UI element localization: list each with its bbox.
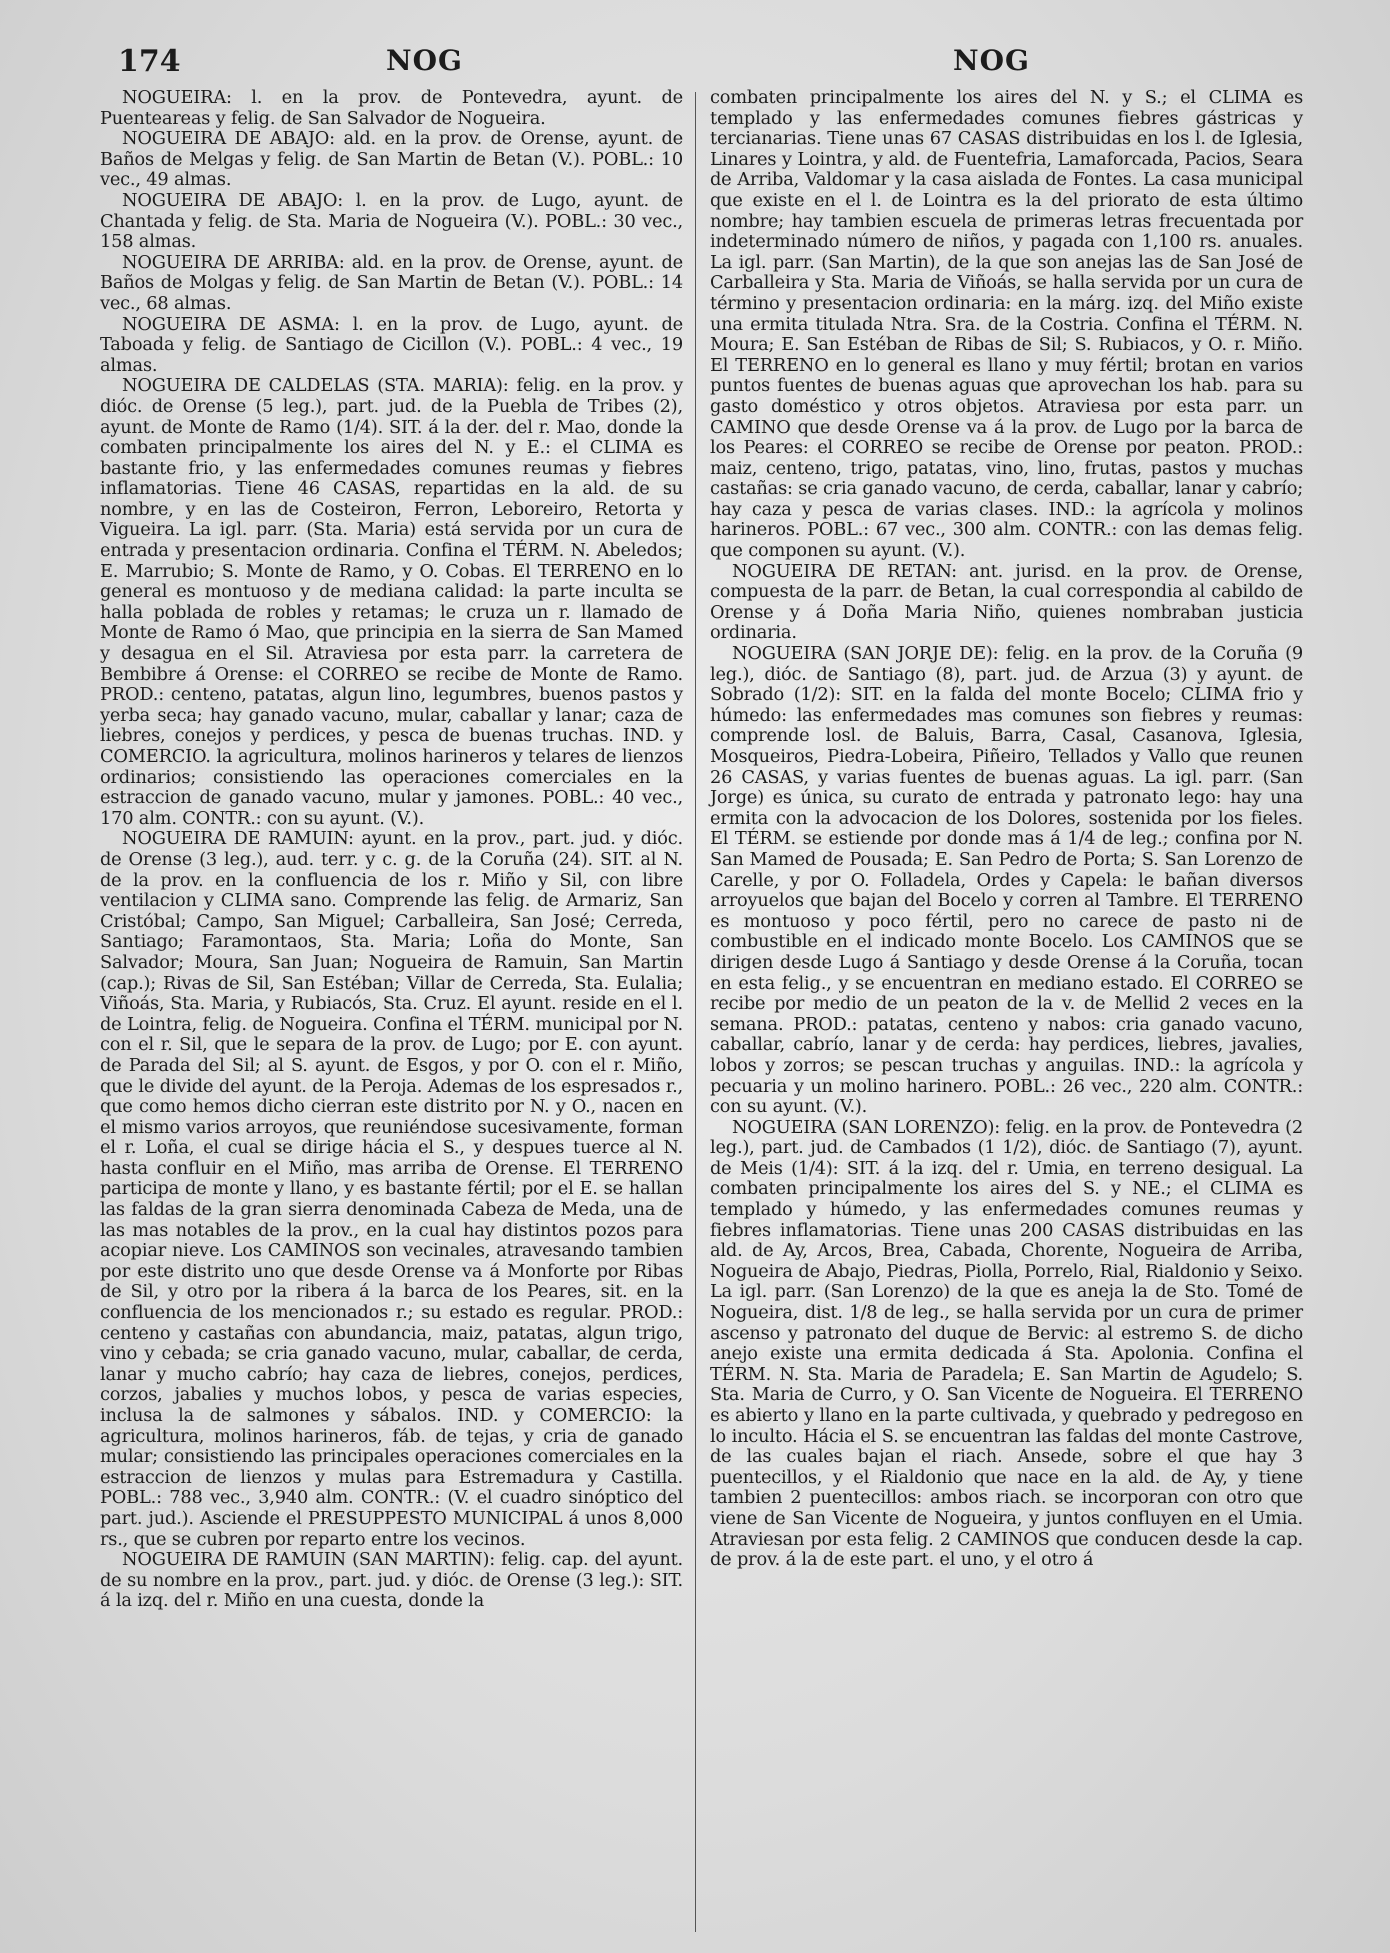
dictionary-entry: NOGUEIRA DE ARRIBA: ald. en la prov. de Orense, ayunt. de Baños de Molgas y felig. de San Martin de Betan (V.). POBL.: 14 vec., 68 almas.	[100, 251, 683, 314]
column-divider	[695, 92, 696, 1932]
dictionary-entry: NOGUEIRA (SAN JORJE DE): felig. en la prov. de la Coruña (9 leg.), dióc. de Santiago (8), part. jud. de Arzua (3) y ayunt. de Sobrado (1/2): SIT. en la falda del monte Bocelo; CLIMA frio y húmedo: las enfermedades mas comunes son fiebres y reumas: comprende losl. de Baluis, Barra, Casal, Casanova, Iglesia, Mosqueiros, Piedra-Lobeira, Piñeiro, Tellados y Vallo que reunen 26 CASAS, y varias fuentes de buenas aguas. La igl. parr. (San Jorge) es única, su curato de entrada y patronato lego: hay una ermita con la advocacion de los Dolores, sostenida por los fieles. El TÉRM. se estiende por donde mas á 1/4 de leg.; confina por N. San Mamed de Pousada; E. San Pedro de Porta; S. San Lorenzo de Carelle, y por O. Folladela, Ordes y Capela: le bañan diversos arroyuelos que bajan del Bocelo y corren al Tambre. El TERRENO es montuoso y poco fértil, pero no carece de pasto ni de combustible en el indicado monte Bocelo. Los CAMINOS que se dirigen desde Lugo á Santiago y desde Orense á la Coruña, tocan en esta felig., y se encuentran en mediano estado. El CORREO se recibe por medio de un peaton de la v. de Mellid 2 veces en la semana. PROD.: patatas, centeno y nabos: cria ganado vacuno, caballar, cabrío, lanar y de cerda: hay perdices, liebres, javalies, lobos y zorros; se pescan truchas y anguilas. IND.: la agrícola y pecuaria y un molino harinero. POBL.: 26 vec., 220 alm. CONTR.: con su ayunt. (V.).	[710, 643, 1303, 1118]
dictionary-entry: NOGUEIRA DE ASMA: l. en la prov. de Lugo, ayunt. de Taboada y felig. de Santiago de Cicillon (V.). POBL.: 4 vec., 19 almas.	[100, 313, 683, 376]
dictionary-entry: NOGUEIRA (SAN LORENZO): felig. en la prov. de Pontevedra (2 leg.), part. jud. de Cambados (1 1/2), dióc. de Santiago (7), ayunt. de Meis (1/4): SIT. á la izq. del r. Umia, en terreno desigual. La combaten principalmente los aires del S. y NE.; el CLIMA es templado y húmedo, y las enfermedades comunes reumas y fiebres inflamatorias. Tiene unas 200 CASAS distribuidas en las ald. de Ay, Arcos, Brea, Cabada, Chorente, Nogueira de Arriba, Nogueira de Abajo, Piedras, Piolla, Porrelo, Rial, Rialdonio y Seixo. La igl. parr. (San Lorenzo) de la que es aneja la de Sto. Tomé de Nogueira, dist. 1/8 de leg., se halla servida por un cura de primer ascenso y patronato del duque de Bervic: al estremo S. de dicho anejo existe una ermita dedicada á Sta. Apolonia. Confina el TÉRM. N. Sta. Maria de Paradela; E. San Martin de Agudelo; S. Sta. Maria de Curro, y O. San Vicente de Nogueira. El TERRENO es abierto y llano en la parte cultivada, y quebrado y pedregoso en lo inculto. Hácia el S. se encuentran las faldas del monte Castrove, de las cuales bajan el riach. Ansede, sobre el que hay 3 puentecillos, y el Rialdonio que nace en la ald. de Ay, y tiene tambien 2 puentecillos: ambos riach. se incorporan con otro que viene de San Vicente de Nogueira, y juntos confluyen en el Umia. Atraviesan por esta felig. 2 CAMINOS que conducen desde la cap. de prov. á la de este part. el uno, y el otro á	[710, 1116, 1303, 1571]
dictionary-entry: NOGUEIRA: l. en la prov. de Pontevedra, ayunt. de Puenteareas y felig. de San Salvador de Nogueira.	[100, 87, 683, 129]
left-running-head: NOG	[386, 44, 463, 77]
dictionary-entry: NOGUEIRA DE CALDELAS (STA. MARIA): felig. en la prov. y dióc. de Orense (5 leg.), part. jud. de la Puebla de Tribes (2), ayunt. de Monte de Ramo (1/4). SIT. á la der. del r. Mao, donde la combaten principalmente los aires del N. y E.: el CLIMA es bastante frio, y las enfermedades comunes reumas y fiebres inflamatorias. Tiene 46 CASAS, repartidas en la ald. de su nombre, y en las de Costeiron, Ferron, Leboreiro, Retorta y Vigueira. La igl. parr. (Sta. Maria) está servida por un cura de entrada y presentacion ordinaria. Confina el TÉRM. N. Abeledos; E. Marrubio; S. Monte de Ramo, y O. Cobas. El TERRENO en lo general es montuoso y de mediana calidad: la parte inculta se halla poblada de robles y retamas; le cruza un r. llamado de Monte de Ramo ó Mao, que principia en la sierra de San Mamed y desagua en el Sil. Atraviesa por esta parr. la carretera de Bembibre á Orense: el CORREO se recibe de Monte de Ramo. PROD.: centeno, patatas, algun lino, legumbres, buenos pastos y yerba seca; hay ganado vacuno, mular, caballar y lanar; caza de liebres, conejos y perdices, y pesca de buenas truchas. IND. y COMERCIO. la agricultura, molinos harineros y telares de lienzos ordinarios; consistiendo las operaciones comerciales en la estraccion de ganado vacuno, mular y jamones. POBL.: 40 vec., 170 alm. CONTR.: con su ayunt. (V.).	[100, 375, 683, 829]
right-running-head: NOG	[953, 44, 1030, 77]
dictionary-entry: NOGUEIRA DE RAMUIN: ayunt. en la prov., part. jud. y dióc. de Orense (3 leg.), aud. terr. y c. g. de la Coruña (24). SIT. al N. de la prov. en la confluencia de los r. Miño y Sil, con libre ventilacion y CLIMA sano. Comprende las felig. de Armariz, San Cristóbal; Campo, San Miguel; Carballeira, San José; Cerreda, Santiago; Faramontaos, Sta. Maria; Loña do Monte, San Salvador; Moura, San Juan; Nogueira de Ramuin, San Martin (cap.); Rivas de Sil, San Estéban; Villar de Cerreda, Sta. Eulalia; Viñoás, Sta. Maria, y Rubiacós, Sta. Cruz. El ayunt. reside en el l. de Lointra, felig. de Nogueira. Confina el TÉRM. municipal por N. con el r. Sil, que le separa de la prov. de Lugo; por E. con ayunt. de Parada del Sil; al S. ayunt. de Esgos, y por O. con el r. Miño, que le divide del ayunt. de la Peroja. Ademas de los espresados r., que como hemos dicho cierran este distrito por N. y O., nacen en el mismo varios arroyos, que reuniéndose sucesivamente, forman el r. Loña, el cual se dirige hácia el S., y despues tuerce al N. hasta confluir en el Miño, mas arriba de Orense. El TERRENO participa de monte y llano, y es bastante fértil; por el E. se hallan las faldas de la gran sierra denominada Cabeza de Meda, una de las mas notables de la prov., en la cual hay distintos pozos para acopiar nieve. Los CAMINOS son vecinales, atravesando tambien por este distrito uno que desde Orense va á Monforte por Ribas de Sil, y otro por la ribera á la barca de los Peares, sit. en la confluencia de los mencionados r.; su estado es regular. PROD.: centeno y castañas con abundancia, maiz, patatas, algun trigo, vino y cebada; se cria ganado vacuno, mular, caballar, de cerda, lanar y mucho cabrío; hay caza de liebres, conejos, perdices, corzos, jabalies y muchos lobos, y pesca de varias especies, inclusa la de salmones y sábalos. IND. y COMERCIO: la agricultura, molinos harineros, fáb. de tejas, y cria de ganado mular; consistiendo las principales operaciones comerciales en la estraccion de lienzos y mulas para Estremadura y Castilla. POBL.: 788 vec., 3,940 alm. CONTR.: (V. el cuadro sinóptico del part. jud.). Asciende el PRESUPPESTO MUNICIPAL á unos 8,000 rs., que se cubren por reparto entre los vecinos.	[100, 828, 683, 1550]
right-column	[710, 88, 1303, 1571]
running-header	[118, 44, 1300, 84]
dictionary-entry: NOGUEIRA DE ABAJO: ald. en la prov. de Orense, ayunt. de Baños de Melgas y felig. de San Martin de Betan (V.). POBL.: 10 vec., 49 almas.	[100, 128, 683, 191]
dictionary-entry-continued: combaten principalmente los aires del N. y S.; el CLIMA es templado y las enfermedades comunes fiebres gástricas y tercianarias. Tiene unas 67 CASAS distribuidas en los l. de Iglesia, Linares y Lointra, y ald. de Fuentefria, Lamaforcada, Pacios, Seara de Arriba, Valdomar y la casa aislada de Fontes. La casa municipal que existe en el l. de Lointra es la del priorato de esta último nombre; hay tambien escuela de primeras letras frecuentada por indeterminado número de niños, y pagada con 1,100 rs. anuales. La igl. parr. (San Martin), de la que son anejas las de San José de Carballeira y Sta. Maria de Viñoás, se halla servida por un cura de término y presentacion ordinaria: en la márg. izq. del Miño existe una ermita titulada Ntra. Sra. de la Costria. Confina el TÉRM. N. Moura; E. San Estéban de Ribas de Sil; S. Rubiacos, y O. r. Miño. El TERRENO en lo general es llano y muy fértil; brotan en varios puntos fuentes de buenas aguas que aprovechan los hab. para su gasto doméstico y otros objetos. Atraviesa por esta parr. un CAMINO que desde Orense va á la prov. de Lugo por la barca de los Peares: el CORREO se recibe de Orense por peaton. PROD.: maiz, centeno, trigo, patatas, vino, lino, frutas, pastos y muchas castañas: se cria ganado vacuno, de cerda, caballar, lanar y cabrío; hay caza y pesca de varias clases. IND.: la agrícola y molinos harineros. POBL.: 67 vec., 300 alm. CONTR.: con las demas felig. que componen su ayunt. (V.).	[710, 87, 1303, 562]
dictionary-entry: NOGUEIRA DE RAMUIN (SAN MARTIN): felig. cap. del ayunt. de su nombre en la prov., part. jud. y dióc. de Orense (3 leg.): SIT. á la izq. del r. Miño en una cuesta, donde la	[100, 1549, 683, 1612]
left-column	[100, 88, 683, 1612]
dictionary-entry: NOGUEIRA DE RETAN: ant. jurisd. en la prov. de Orense, compuesta de la parr. de Betan, la cual correspondia al cabildo de Orense y á Doña Maria Niño, quienes nombraban justicia ordinaria.	[710, 560, 1303, 644]
dictionary-entry: NOGUEIRA DE ABAJO: l. en la prov. de Lugo, ayunt. de Chantada y felig. de Sta. Maria de Nogueira (V.). POBL.: 30 vec., 158 almas.	[100, 189, 683, 253]
page-number: 174	[118, 44, 181, 79]
